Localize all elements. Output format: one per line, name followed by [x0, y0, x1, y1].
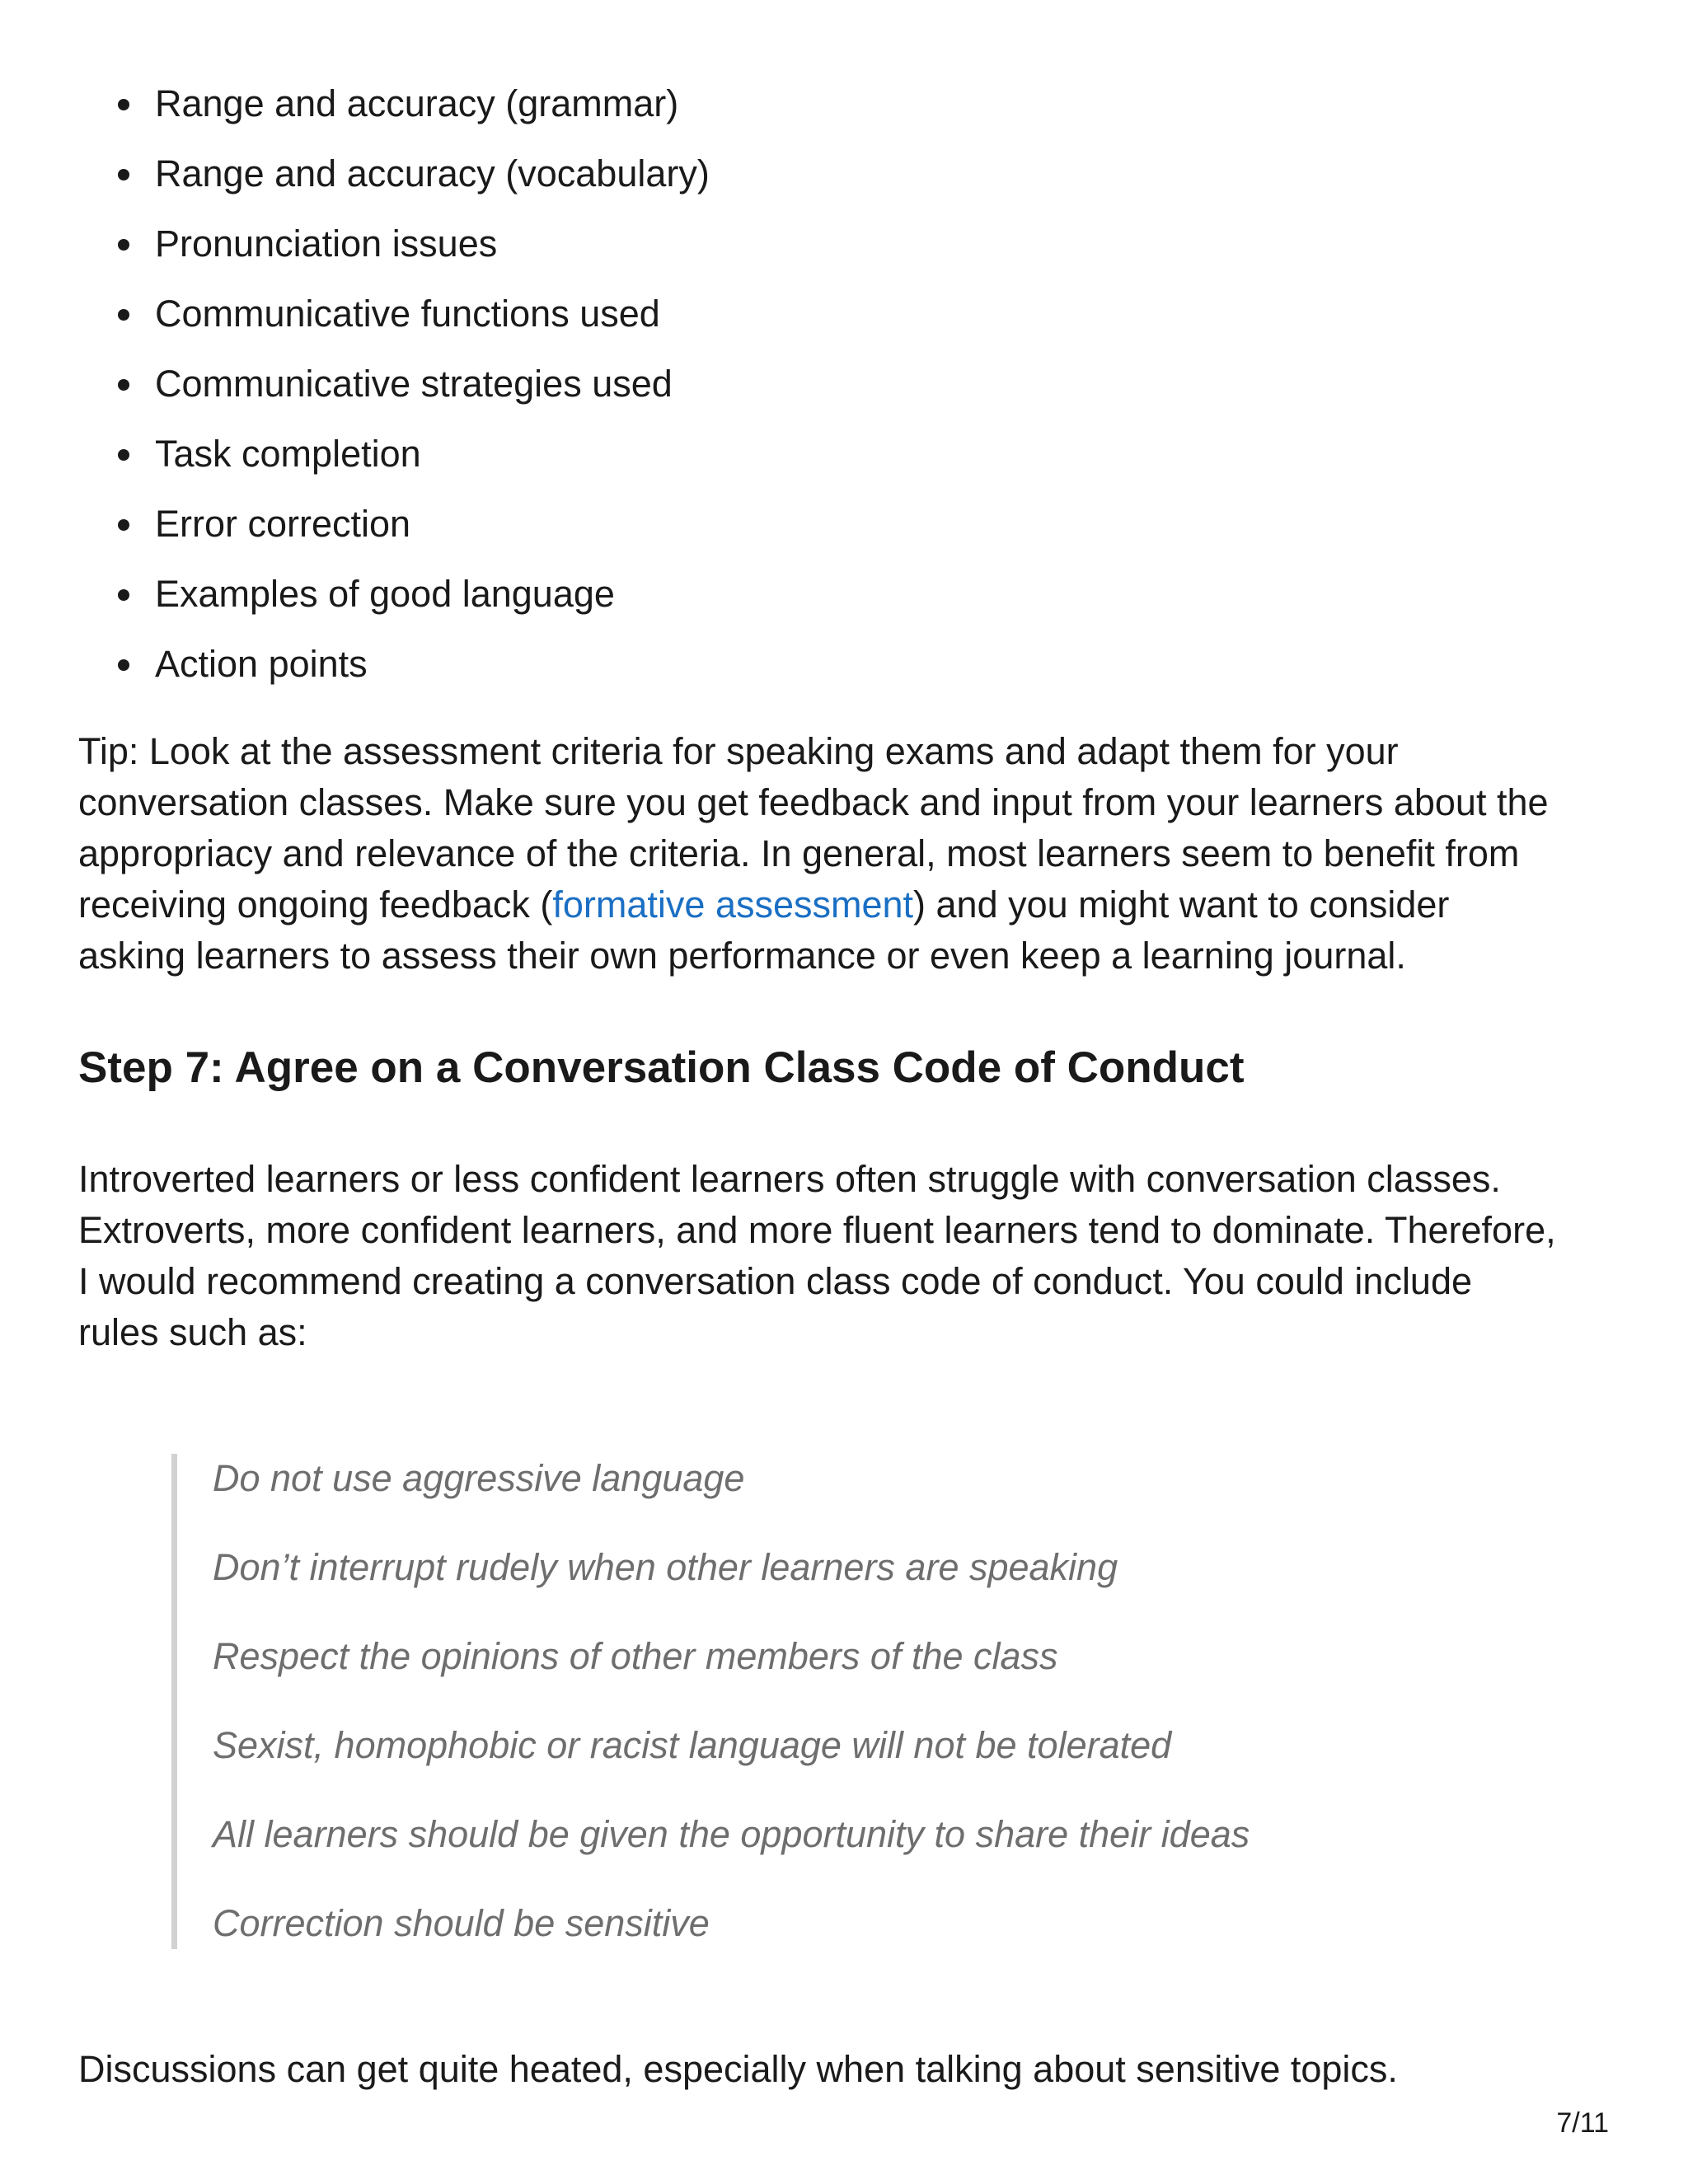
intro-line: I would recommend creating a conversation class code of conduct. You could include: [78, 1260, 1473, 1302]
tip-line-text: ) and you might want to consider: [913, 883, 1450, 926]
bullet-icon: [118, 449, 129, 461]
tip-line: appropriacy and relevance of the criteria. In general, most learners seem to benefit from: [78, 832, 1520, 874]
list-item-text: Action points: [155, 643, 368, 685]
bullet-icon: [118, 659, 129, 671]
list-item-text: Communicative strategies used: [155, 363, 673, 405]
list-item-text: Range and accuracy (vocabulary): [155, 152, 710, 194]
list-item: [0, 633, 710, 703]
list-item-text: Pronunciation issues: [155, 223, 498, 265]
bullet-icon: [118, 589, 129, 601]
bullet-icon: [118, 169, 129, 180]
bullet-icon: [118, 99, 129, 110]
list-item: [0, 423, 710, 493]
list-item: [0, 563, 710, 633]
list-item: [0, 73, 710, 143]
list-item-text: Range and accuracy (grammar): [155, 82, 679, 124]
list-item: [0, 213, 710, 283]
bullet-icon: [118, 379, 129, 391]
list-item: [0, 283, 710, 353]
list-item-text: Examples of good language: [155, 573, 615, 615]
bullet-icon: [118, 309, 129, 321]
tip-paragraph: [78, 726, 1628, 982]
conduct-rule: Correction should be sensitive: [213, 1902, 710, 1944]
tip-line: conversation classes. Make sure you get feedback and input from your learners about the: [78, 781, 1549, 823]
intro-line: Introverted learners or less confident learners often struggle with conversation classes.: [78, 1158, 1501, 1200]
tip-line: Tip: Look at the assessment criteria for speaking exams and adapt them for your: [78, 730, 1399, 772]
intro-paragraph: [78, 1154, 1628, 1358]
list-item-text: Communicative functions used: [155, 293, 660, 335]
bullet-icon: [118, 239, 129, 251]
list-item-text: Error correction: [155, 503, 411, 545]
conduct-rule: Respect the opinions of other members of the class: [213, 1635, 1058, 1677]
intro-line: rules such as:: [78, 1311, 307, 1353]
section-heading: Step 7: Agree on a Conversation Class Code of Conduct: [78, 1043, 1245, 1092]
formative-assessment-link[interactable]: formative assessment: [552, 883, 914, 926]
code-of-conduct-blockquote: [171, 1454, 1578, 1949]
tip-line-text: receiving ongoing feedback (: [78, 883, 553, 926]
list-item: [0, 353, 710, 423]
list-item-text: Task completion: [155, 433, 421, 475]
conduct-rule: Sexist, homophobic or racist language will not be tolerated: [213, 1724, 1172, 1766]
page-number: 7/11: [1556, 2107, 1609, 2139]
list-item: [0, 493, 710, 563]
assessment-criteria-list: [0, 73, 710, 703]
list-item: [0, 143, 710, 213]
conduct-rule: All learners should be given the opportunity to share their ideas: [213, 1813, 1250, 1855]
conduct-rule: Do not use aggressive language: [213, 1457, 745, 1499]
intro-line: Extroverts, more confident learners, and more fluent learners tend to dominate. Therefore,: [78, 1209, 1556, 1251]
bullet-icon: [118, 519, 129, 531]
tip-line: asking learners to assess their own performance or even keep a learning journal.: [78, 935, 1406, 977]
conduct-rule: Don’t interrupt rudely when other learners are speaking: [213, 1546, 1118, 1588]
closing-paragraph: Discussions can get quite heated, especially when talking about sensitive topics.: [78, 2048, 1398, 2090]
